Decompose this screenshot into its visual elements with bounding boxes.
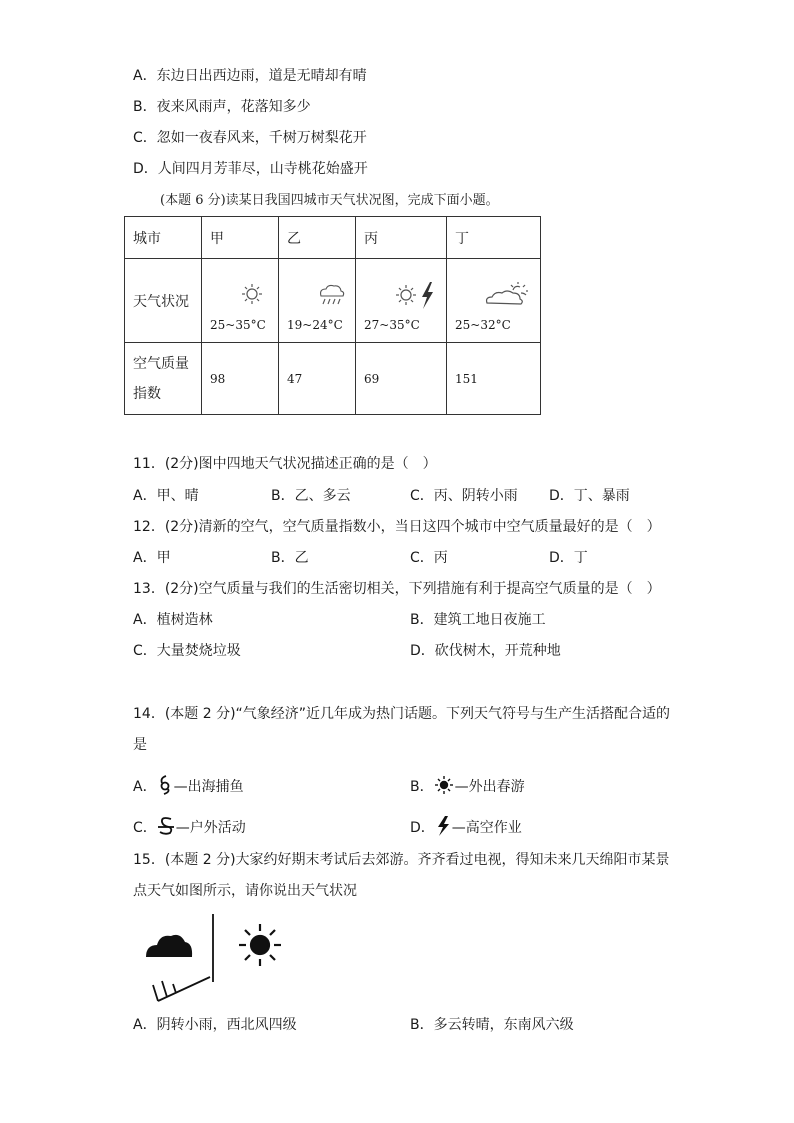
weather-cell-bing: [356, 259, 447, 343]
q15-option-a: A．阴转小雨，西北风四级: [133, 1017, 297, 1033]
weather-row: [125, 259, 541, 343]
sandstorm-icon: [157, 816, 175, 841]
q11-stem: 11．(2分)图中四地天气状况描述正确的是（ ）: [133, 456, 437, 472]
q15-stem-line-2: 点天气如图所示，请你说出天气状况: [133, 883, 357, 899]
q14-option-d-text: —高空作业: [451, 820, 522, 836]
q14-option-c: [133, 816, 246, 841]
q13-stem: 13．(2分)空气质量与我们的生活密切相关，下列措施有利于提高空气质量的是（ ）: [133, 581, 661, 597]
q14-option-a-prefix: A．: [133, 779, 157, 795]
q14-option-b-prefix: B．: [410, 779, 434, 795]
aqi-ding: 151: [447, 343, 541, 415]
weather-row-label: 天气状况: [125, 259, 202, 343]
typhoon-icon: [157, 775, 173, 800]
q11-option-d: D．丁、暴雨: [549, 488, 630, 504]
header-city: 城市: [125, 217, 202, 259]
header-yi: 乙: [279, 217, 356, 259]
q14-option-b-text: —外出春游: [454, 779, 525, 795]
aqi-row: [125, 343, 541, 415]
q12-option-b: B．乙: [271, 550, 309, 566]
q14-option-d-prefix: D．: [410, 820, 435, 836]
wind-barb-icon: [153, 914, 213, 1001]
q12-stem: 12．(2分)清新的空气，空气质量指数小，当日这四个城市中空气质量最好的是（ ）: [133, 519, 661, 535]
q15-stem-line-1: 15．(本题 2 分)大家约好期末考试后去郊游。齐齐看过电视，得知未来几天绵阳市某景: [133, 852, 670, 868]
sun-icon: [210, 280, 270, 310]
q14-option-c-text: —户外活动: [175, 820, 246, 836]
q14-option-c-prefix: C．: [133, 820, 157, 836]
sun-icon: [434, 775, 454, 800]
temp-yi: 19~24°C: [287, 317, 343, 332]
aqi-jia: 98: [202, 343, 279, 415]
header-jia: 甲: [202, 217, 279, 259]
header-bing: 丙: [356, 217, 447, 259]
q11-option-b: B．乙、多云: [271, 488, 351, 504]
q13-option-a: A．植树造林: [133, 612, 213, 628]
q13-option-d: D．砍伐树木，开荒种地: [410, 643, 561, 659]
cloud-sun-icon: [455, 280, 532, 310]
temp-bing: 27~35°C: [364, 317, 420, 332]
q13-option-c: C．大量焚烧垃圾: [133, 643, 241, 659]
aqi-row-label: [125, 343, 202, 415]
temp-jia: 25~35°C: [210, 317, 266, 332]
weather-cell-yi: [279, 259, 356, 343]
weather-cell-jia: [202, 259, 279, 343]
option-d-top: D．人间四月芳菲尽，山寺桃花始盛开: [133, 161, 368, 177]
lightning-icon: [435, 816, 451, 841]
aqi-yi: 47: [279, 343, 356, 415]
q14-option-a-text: —出海捕鱼: [173, 779, 244, 795]
q12-option-a: A．甲: [133, 550, 171, 566]
aqi-label-line-2: 指数: [133, 385, 161, 402]
q15-option-b: B．多云转晴，东南风六级: [410, 1017, 574, 1033]
aqi-label-line-1: 空气质量: [133, 355, 189, 372]
overcast-icon: [146, 935, 192, 957]
option-a-top: A．东边日出西边雨，道是无晴却有晴: [133, 68, 367, 84]
q14-option-d: [410, 816, 522, 841]
sun-thunder-icon: [364, 280, 438, 310]
q11-option-a: A．甲、晴: [133, 488, 199, 504]
sun-icon: [239, 924, 281, 966]
q14-stem-line-2: 是: [133, 737, 147, 753]
q12-option-d: D．丁: [549, 550, 588, 566]
option-b-top: B．夜来风雨声，花落知多少: [133, 99, 311, 115]
table-header-row: [125, 217, 541, 259]
q14-option-a: [133, 775, 244, 800]
weather-table: [124, 216, 541, 415]
weather-symbol-panel: [140, 912, 290, 1004]
q11-option-c: C．丙、阴转小雨: [410, 488, 518, 504]
q13-option-b: B．建筑工地日夜施工: [410, 612, 546, 628]
q12-option-c: C．丙: [410, 550, 448, 566]
temp-ding: 25~32°C: [455, 317, 511, 332]
weather-cell-ding: [447, 259, 541, 343]
q14-stem-line-1: 14．(本题 2 分)“气象经济”近几年成为热门话题。下列天气符号与生产生活搭配合适的: [133, 706, 671, 722]
q14-option-b: [410, 775, 525, 800]
rain-cloud-icon: [287, 280, 347, 310]
table-intro: (本题 6 分)读某日我国四城市天气状况图，完成下面小题。: [160, 193, 499, 208]
header-ding: 丁: [447, 217, 541, 259]
option-c-top: C．忽如一夜春风来，千树万树梨花开: [133, 130, 367, 146]
aqi-bing: 69: [356, 343, 447, 415]
